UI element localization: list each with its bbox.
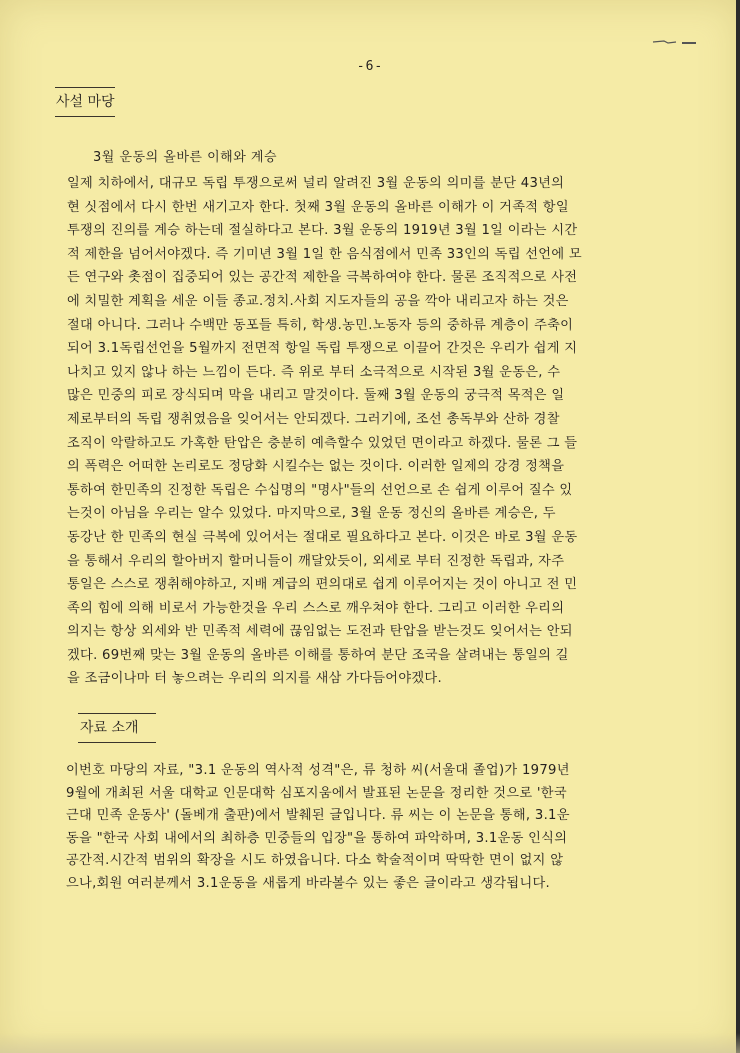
page-number: -6- (356, 59, 384, 74)
text-line: 겠다. 69번째 맞는 3월 운동의 올바른 이해를 통하여 분단 조국을 살려내는 통일의 길 (67, 647, 569, 663)
text-line: 에 치밀한 계획을 세운 이들 종교.정치.사회 지도자들의 공을 깍아 내리고자 하는 것은 (67, 293, 569, 309)
scan-edge (736, 0, 740, 1053)
editorial-body (67, 172, 582, 691)
text-line: 많은 민중의 피로 장식되며 막을 내리고 말것이다. 둘째 3월 운동의 궁극적 목적은 일 (67, 388, 565, 404)
text-line: 을 조금이나마 터 놓으려는 우리의 의지를 새삼 가다듬어야겠다. (67, 671, 442, 687)
text-line: 투쟁의 진의를 계승 하는데 절실하다고 본다. 3월 운동의 1919년 3월 1일 이라는 시간 (67, 223, 578, 239)
text-line: 현 싯점에서 다시 한번 새기고자 한다. 첫째 3월 운동의 올바른 이해가 이 거족적 항일 (67, 199, 569, 215)
section-heading-editorial: 사설 마당 (56, 94, 115, 110)
text-line: 동강난 한 민족의 현실 극복에 있어서는 절대로 필요하다고 본다. 이것은 바로 3월 운동 (67, 529, 578, 545)
scan-shadow (0, 1033, 740, 1053)
text-line: 을 통해서 우리의 할아버지 할머니들이 깨달았듯이, 외세로 부터 진정한 독립과, 자주 (67, 553, 565, 569)
text-line: 조직이 악랄하고도 가혹한 탄압은 충분히 예측할수 있었던 면이라고 하겠다. 물론 그 들 (67, 435, 578, 451)
text-line: 제로부터의 독립 쟁취였음을 잊어서는 안되겠다. 그러기에, 조선 총독부와 산하 경찰 (67, 411, 560, 427)
text-line: 족의 힘에 의해 비로서 가능한것을 우리 스스로 깨우쳐야 한다. 그리고 이러한 우리의 (67, 600, 565, 616)
text-line: 이번호 마당의 자료, "3.1 운동의 역사적 성격"은, 류 청하 씨(서울대 졸업)가 1979년 (66, 763, 570, 778)
text-line: 의지는 항상 외세와 반 민족적 세력에 끊임없는 도전과 탄압을 받는것도 잊어서는 안되 (67, 624, 573, 640)
text-line: 되어 3.1독립선언을 5월까지 전면적 항일 독립 투쟁으로 이끌어 간것은 우리가 쉽게 지 (67, 341, 578, 357)
text-line: 일제 치하에서, 대규모 독립 투쟁으로써 널리 알려진 3월 운동의 의미를 분단 43년의 (67, 176, 565, 191)
text-line: 든 연구와 촛점이 집중되어 있는 공간적 제한을 극복하여야 한다. 물론 조직적으로 사전 (67, 270, 578, 286)
text-line: 9월에 개최된 서울 대학교 인문대학 심포지움에서 발표된 논문을 정리한 것으로 '한국 (66, 785, 567, 801)
text-line: 통일은 스스로 쟁취해야하고, 지배 계급의 편의대로 쉽게 이루어지는 것이 아니고 전 민 (67, 577, 578, 593)
text-line: 나치고 있지 않나 하는 느낌이 든다. 즉 위로 부터 소극적으로 시작된 3월 운동은, 수 (67, 364, 561, 380)
text-line: 공간적.시간적 범위의 확장을 시도 하였읍니다. 다소 학술적이며 딱딱한 면이 없지 않 (66, 853, 564, 868)
text-line: 의 폭력은 어떠한 논리로도 정당화 시킬수는 없는 것이다. 이러한 일제의 강경 정책을 (67, 459, 565, 475)
section-heading-resource: 자료 소개 (80, 720, 139, 736)
resource-body (66, 760, 570, 895)
article-title: 3월 운동의 올바른 이해와 계승 (93, 150, 277, 165)
heading-rule-top (78, 713, 156, 714)
text-line: 는것이 아님을 우리는 알수 있었다. 마지막으로, 3월 운동 정신의 올바른 계승은, 두 (67, 506, 556, 522)
text-line: 으나,회원 여러분께서 3.1운동을 새롭게 바라볼수 있는 좋은 글이라고 생각됩니다. (66, 875, 551, 891)
heading-rule-bottom (55, 116, 115, 117)
text-line: 동을 "한국 사회 내에서의 최하층 민중들의 입장"을 통하여 파악하며, 3.1운동 인식의 (66, 830, 568, 846)
pen-mark-icon (652, 38, 698, 46)
text-line: 근대 민족 운동사' (돌베개 출판)에서 발췌된 글입니다. 류 씨는 이 논문을 통해, 3.1운 (66, 808, 570, 823)
text-line: 적 제한을 넘어서야겠다. 즉 기미년 3월 1일 한 음식점에서 민족 33인의 독립 선언에 모 (67, 246, 582, 262)
heading-rule-bottom (78, 742, 156, 743)
text-line: 절대 아니다. 그러나 수백만 동포들 특히, 학생.농민.노동자 등의 중하류 계층이 주축이 (67, 317, 574, 333)
heading-rule-top (55, 87, 115, 88)
text-line: 통하여 한민족의 진정한 독립은 수십명의 "명사"들의 선언으로 손 쉽게 이루어 질수 있 (67, 482, 573, 498)
